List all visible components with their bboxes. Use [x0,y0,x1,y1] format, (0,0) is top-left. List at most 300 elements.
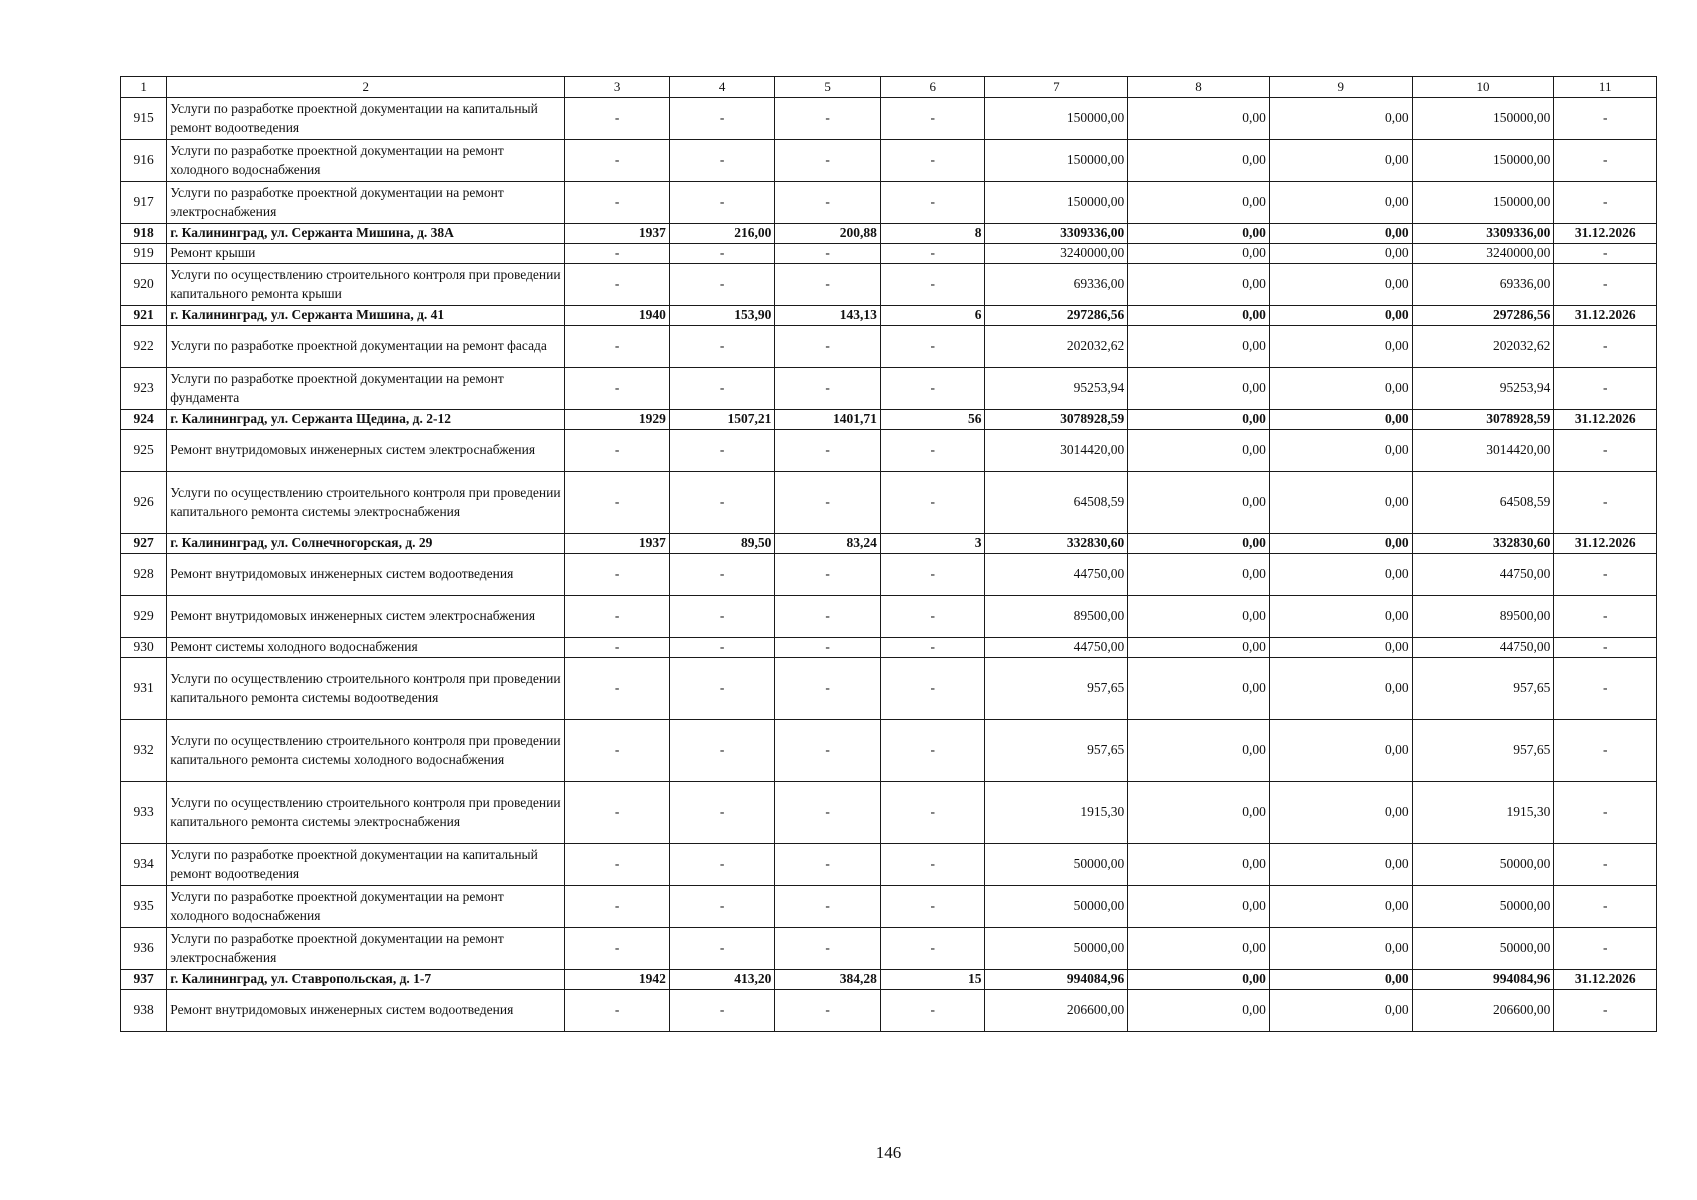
total-cost-cell: 957,65 [985,720,1128,782]
living-area-cell: - [775,98,881,140]
row-name-cell: Ремонт системы холодного водоснабжения [167,638,565,658]
row-name-cell: Услуги по осуществлению строительного контроля при проведении капитального ремонта системы электроснабжения [167,472,565,534]
cost-column-8-cell: 0,00 [1128,430,1270,472]
completion-date-cell: - [1554,844,1657,886]
year-built-cell: - [565,264,670,306]
cost-column-10-cell: 3240000,00 [1412,244,1554,264]
total-cost-cell: 89500,00 [985,596,1128,638]
column-header: 8 [1128,77,1270,98]
year-built-cell: - [565,472,670,534]
residents-count-cell: - [880,98,985,140]
row-number-cell: 915 [121,98,167,140]
completion-date-cell: 31.12.2026 [1554,970,1657,990]
residents-count-cell: - [880,886,985,928]
living-area-cell: 1401,71 [775,410,881,430]
cost-column-9-cell: 0,00 [1269,472,1412,534]
cost-column-9-cell: 0,00 [1269,534,1412,554]
row-name-cell: Ремонт крыши [167,244,565,264]
living-area-cell: - [775,638,881,658]
cost-column-8-cell: 0,00 [1128,638,1270,658]
column-header: 7 [985,77,1128,98]
cost-column-10-cell: 332830,60 [1412,534,1554,554]
cost-column-9-cell: 0,00 [1269,264,1412,306]
living-area-cell: - [775,368,881,410]
year-built-cell: - [565,98,670,140]
living-area-cell: - [775,472,881,534]
year-built-cell: 1940 [565,306,670,326]
cost-column-10-cell: 50000,00 [1412,886,1554,928]
column-header: 9 [1269,77,1412,98]
cost-column-8-cell: 0,00 [1128,264,1270,306]
residents-count-cell: - [880,140,985,182]
total-cost-cell: 957,65 [985,658,1128,720]
address-row [121,410,1657,430]
row-number-cell: 930 [121,638,167,658]
total-area-cell: - [669,98,775,140]
cost-column-9-cell: 0,00 [1269,970,1412,990]
living-area-cell: - [775,264,881,306]
row-name-cell: Услуги по разработке проектной документации на ремонт холодного водоснабжения [167,886,565,928]
total-area-cell: 1507,21 [669,410,775,430]
residents-count-cell: - [880,990,985,1032]
living-area-cell: - [775,596,881,638]
residents-count-cell: 15 [880,970,985,990]
residents-count-cell: - [880,782,985,844]
work-item-row [121,140,1657,182]
row-name-cell: г. Калининград, ул. Солнечногорская, д. 29 [167,534,565,554]
total-area-cell: - [669,430,775,472]
residents-count-cell: 56 [880,410,985,430]
column-header: 1 [121,77,167,98]
total-cost-cell: 150000,00 [985,98,1128,140]
cost-column-9-cell: 0,00 [1269,368,1412,410]
row-number-cell: 926 [121,472,167,534]
total-area-cell: - [669,472,775,534]
cost-column-9-cell: 0,00 [1269,140,1412,182]
completion-date-cell: - [1554,140,1657,182]
total-area-cell: - [669,554,775,596]
cost-column-9-cell: 0,00 [1269,244,1412,264]
row-name-cell: Услуги по разработке проектной документации на капитальный ремонт водоотведения [167,98,565,140]
work-item-row [121,596,1657,638]
row-number-cell: 934 [121,844,167,886]
total-area-cell: 413,20 [669,970,775,990]
completion-date-cell: - [1554,782,1657,844]
cost-column-9-cell: 0,00 [1269,658,1412,720]
living-area-cell: - [775,554,881,596]
row-name-cell: Услуги по разработке проектной документации на ремонт холодного водоснабжения [167,140,565,182]
year-built-cell: - [565,658,670,720]
work-item-row [121,638,1657,658]
cost-column-9-cell: 0,00 [1269,182,1412,224]
completion-date-cell: - [1554,928,1657,970]
residents-count-cell: - [880,554,985,596]
column-number-header-row [121,77,1657,98]
living-area-cell: - [775,430,881,472]
cost-column-10-cell: 44750,00 [1412,554,1554,596]
cost-column-10-cell: 50000,00 [1412,844,1554,886]
year-built-cell: - [565,720,670,782]
row-number-cell: 917 [121,182,167,224]
work-item-row [121,886,1657,928]
year-built-cell: - [565,140,670,182]
capital-repair-table [120,76,1657,1032]
row-name-cell: г. Калининград, ул. Сержанта Мишина, д. 38А [167,224,565,244]
row-name-cell: г. Калининград, ул. Ставропольская, д. 1-7 [167,970,565,990]
work-item-row [121,844,1657,886]
year-built-cell: - [565,368,670,410]
row-number-cell: 921 [121,306,167,326]
total-cost-cell: 69336,00 [985,264,1128,306]
cost-column-10-cell: 150000,00 [1412,98,1554,140]
cost-column-9-cell: 0,00 [1269,430,1412,472]
page-number: 146 [875,1143,902,1162]
total-cost-cell: 95253,94 [985,368,1128,410]
cost-column-10-cell: 206600,00 [1412,990,1554,1032]
row-name-cell: Услуги по разработке проектной документации на капитальный ремонт водоотведения [167,844,565,886]
cost-column-10-cell: 1915,30 [1412,782,1554,844]
work-item-row [121,244,1657,264]
year-built-cell: 1937 [565,534,670,554]
table-body [121,77,1657,1032]
row-name-cell: Услуги по разработке проектной документации на ремонт электроснабжения [167,928,565,970]
cost-column-9-cell: 0,00 [1269,720,1412,782]
column-header: 10 [1412,77,1554,98]
cost-column-9-cell: 0,00 [1269,928,1412,970]
address-row [121,534,1657,554]
cost-column-8-cell: 0,00 [1128,306,1270,326]
living-area-cell: - [775,326,881,368]
year-built-cell: - [565,244,670,264]
total-area-cell: - [669,844,775,886]
living-area-cell: - [775,720,881,782]
year-built-cell: - [565,782,670,844]
total-cost-cell: 3240000,00 [985,244,1128,264]
cost-column-8-cell: 0,00 [1128,928,1270,970]
living-area-cell: - [775,990,881,1032]
cost-column-8-cell: 0,00 [1128,596,1270,638]
total-cost-cell: 64508,59 [985,472,1128,534]
total-area-cell: - [669,244,775,264]
total-area-cell: - [669,596,775,638]
cost-column-9-cell: 0,00 [1269,844,1412,886]
cost-column-9-cell: 0,00 [1269,306,1412,326]
total-area-cell: - [669,782,775,844]
row-number-cell: 928 [121,554,167,596]
completion-date-cell: - [1554,182,1657,224]
cost-column-9-cell: 0,00 [1269,886,1412,928]
cost-column-10-cell: 3309336,00 [1412,224,1554,244]
cost-column-8-cell: 0,00 [1128,554,1270,596]
year-built-cell: - [565,638,670,658]
cost-column-10-cell: 44750,00 [1412,638,1554,658]
row-number-cell: 919 [121,244,167,264]
row-name-cell: Услуги по осуществлению строительного контроля при проведении капитального ремонта системы водоотведения [167,658,565,720]
cost-column-9-cell: 0,00 [1269,782,1412,844]
cost-column-9-cell: 0,00 [1269,410,1412,430]
row-number-cell: 925 [121,430,167,472]
total-cost-cell: 1915,30 [985,782,1128,844]
total-cost-cell: 994084,96 [985,970,1128,990]
year-built-cell: - [565,554,670,596]
total-cost-cell: 332830,60 [985,534,1128,554]
row-name-cell: Услуги по осуществлению строительного контроля при проведении капитального ремонта системы электроснабжения [167,782,565,844]
work-item-row [121,554,1657,596]
work-item-row [121,326,1657,368]
total-area-cell: - [669,720,775,782]
total-cost-cell: 3014420,00 [985,430,1128,472]
cost-column-10-cell: 3014420,00 [1412,430,1554,472]
row-name-cell: Ремонт внутридомовых инженерных систем водоотведения [167,554,565,596]
cost-column-8-cell: 0,00 [1128,720,1270,782]
cost-column-10-cell: 297286,56 [1412,306,1554,326]
total-cost-cell: 50000,00 [985,844,1128,886]
completion-date-cell: - [1554,326,1657,368]
living-area-cell: - [775,140,881,182]
residents-count-cell: - [880,596,985,638]
completion-date-cell: 31.12.2026 [1554,410,1657,430]
row-number-cell: 927 [121,534,167,554]
work-item-row [121,264,1657,306]
address-row [121,306,1657,326]
work-item-row [121,182,1657,224]
column-header: 2 [167,77,565,98]
row-name-cell: Услуги по разработке проектной документации на ремонт фундамента [167,368,565,410]
completion-date-cell: - [1554,472,1657,534]
cost-column-10-cell: 3078928,59 [1412,410,1554,430]
residents-count-cell: - [880,638,985,658]
completion-date-cell: - [1554,886,1657,928]
row-number-cell: 937 [121,970,167,990]
total-cost-cell: 297286,56 [985,306,1128,326]
year-built-cell: - [565,596,670,638]
residents-count-cell: - [880,264,985,306]
row-name-cell: Ремонт внутридомовых инженерных систем электроснабжения [167,596,565,638]
cost-column-10-cell: 69336,00 [1412,264,1554,306]
total-cost-cell: 50000,00 [985,928,1128,970]
residents-count-cell: - [880,472,985,534]
cost-column-8-cell: 0,00 [1128,844,1270,886]
row-number-cell: 924 [121,410,167,430]
residents-count-cell: - [880,658,985,720]
living-area-cell: 200,88 [775,224,881,244]
cost-column-9-cell: 0,00 [1269,990,1412,1032]
completion-date-cell: - [1554,430,1657,472]
cost-column-8-cell: 0,00 [1128,534,1270,554]
total-cost-cell: 206600,00 [985,990,1128,1032]
row-number-cell: 936 [121,928,167,970]
completion-date-cell: - [1554,368,1657,410]
completion-date-cell: - [1554,244,1657,264]
completion-date-cell: - [1554,720,1657,782]
total-area-cell: - [669,638,775,658]
residents-count-cell: - [880,928,985,970]
row-name-cell: г. Калининград, ул. Сержанта Щедина, д. 2-12 [167,410,565,430]
work-item-row [121,720,1657,782]
column-header: 11 [1554,77,1657,98]
completion-date-cell: 31.12.2026 [1554,306,1657,326]
completion-date-cell: - [1554,264,1657,306]
cost-column-9-cell: 0,00 [1269,596,1412,638]
cost-column-8-cell: 0,00 [1128,658,1270,720]
total-cost-cell: 44750,00 [985,554,1128,596]
residents-count-cell: - [880,430,985,472]
cost-column-8-cell: 0,00 [1128,368,1270,410]
total-area-cell: - [669,658,775,720]
total-cost-cell: 150000,00 [985,182,1128,224]
work-item-row [121,430,1657,472]
row-number-cell: 932 [121,720,167,782]
cost-column-8-cell: 0,00 [1128,782,1270,844]
total-cost-cell: 150000,00 [985,140,1128,182]
total-cost-cell: 50000,00 [985,886,1128,928]
cost-column-9-cell: 0,00 [1269,326,1412,368]
row-number-cell: 935 [121,886,167,928]
residents-count-cell: - [880,326,985,368]
year-built-cell: - [565,182,670,224]
completion-date-cell: 31.12.2026 [1554,224,1657,244]
cost-column-8-cell: 0,00 [1128,182,1270,224]
row-number-cell: 923 [121,368,167,410]
completion-date-cell: - [1554,554,1657,596]
residents-count-cell: - [880,244,985,264]
row-number-cell: 933 [121,782,167,844]
cost-column-8-cell: 0,00 [1128,472,1270,534]
living-area-cell: - [775,782,881,844]
address-row [121,970,1657,990]
row-name-cell: Ремонт внутридомовых инженерных систем электроснабжения [167,430,565,472]
total-area-cell: - [669,928,775,970]
cost-column-10-cell: 89500,00 [1412,596,1554,638]
living-area-cell: 384,28 [775,970,881,990]
cost-column-9-cell: 0,00 [1269,638,1412,658]
total-cost-cell: 44750,00 [985,638,1128,658]
year-built-cell: - [565,326,670,368]
cost-column-10-cell: 994084,96 [1412,970,1554,990]
row-number-cell: 916 [121,140,167,182]
work-item-row [121,658,1657,720]
residents-count-cell: - [880,368,985,410]
residents-count-cell: - [880,720,985,782]
year-built-cell: - [565,844,670,886]
total-area-cell: - [669,140,775,182]
cost-column-8-cell: 0,00 [1128,990,1270,1032]
completion-date-cell: - [1554,98,1657,140]
total-cost-cell: 202032,62 [985,326,1128,368]
cost-column-8-cell: 0,00 [1128,140,1270,182]
row-number-cell: 931 [121,658,167,720]
cost-column-8-cell: 0,00 [1128,410,1270,430]
living-area-cell: 143,13 [775,306,881,326]
total-area-cell: - [669,886,775,928]
total-area-cell: 153,90 [669,306,775,326]
work-item-row [121,928,1657,970]
cost-column-9-cell: 0,00 [1269,554,1412,596]
cost-column-8-cell: 0,00 [1128,326,1270,368]
living-area-cell: - [775,658,881,720]
year-built-cell: 1942 [565,970,670,990]
cost-column-8-cell: 0,00 [1128,244,1270,264]
address-row [121,224,1657,244]
living-area-cell: 83,24 [775,534,881,554]
cost-column-8-cell: 0,00 [1128,886,1270,928]
column-header: 5 [775,77,881,98]
year-built-cell: - [565,886,670,928]
living-area-cell: - [775,844,881,886]
completion-date-cell: - [1554,596,1657,638]
row-number-cell: 918 [121,224,167,244]
year-built-cell: - [565,990,670,1032]
row-name-cell: Услуги по осуществлению строительного контроля при проведении капитального ремонта системы холодного водоснабжения [167,720,565,782]
year-built-cell: - [565,430,670,472]
residents-count-cell: - [880,844,985,886]
total-cost-cell: 3309336,00 [985,224,1128,244]
row-name-cell: г. Калининград, ул. Сержанта Мишина, д. 41 [167,306,565,326]
work-item-row [121,782,1657,844]
cost-column-10-cell: 50000,00 [1412,928,1554,970]
cost-column-10-cell: 95253,94 [1412,368,1554,410]
row-number-cell: 929 [121,596,167,638]
living-area-cell: - [775,886,881,928]
residents-count-cell: 3 [880,534,985,554]
total-area-cell: 216,00 [669,224,775,244]
cost-column-10-cell: 150000,00 [1412,182,1554,224]
cost-column-8-cell: 0,00 [1128,224,1270,244]
residents-count-cell: 6 [880,306,985,326]
cost-column-10-cell: 957,65 [1412,720,1554,782]
cost-column-10-cell: 150000,00 [1412,140,1554,182]
total-area-cell: - [669,990,775,1032]
completion-date-cell: 31.12.2026 [1554,534,1657,554]
row-number-cell: 920 [121,264,167,306]
column-header: 6 [880,77,985,98]
living-area-cell: - [775,182,881,224]
total-area-cell: - [669,326,775,368]
row-number-cell: 938 [121,990,167,1032]
completion-date-cell: - [1554,990,1657,1032]
completion-date-cell: - [1554,658,1657,720]
row-number-cell: 922 [121,326,167,368]
year-built-cell: 1929 [565,410,670,430]
work-item-row [121,98,1657,140]
cost-column-10-cell: 957,65 [1412,658,1554,720]
column-header: 3 [565,77,670,98]
year-built-cell: 1937 [565,224,670,244]
total-area-cell: - [669,368,775,410]
cost-column-10-cell: 64508,59 [1412,472,1554,534]
row-name-cell: Услуги по разработке проектной документации на ремонт электроснабжения [167,182,565,224]
total-cost-cell: 3078928,59 [985,410,1128,430]
row-name-cell: Услуги по осуществлению строительного контроля при проведении капитального ремонта крыши [167,264,565,306]
row-name-cell: Ремонт внутридомовых инженерных систем водоотведения [167,990,565,1032]
residents-count-cell: 8 [880,224,985,244]
total-area-cell: 89,50 [669,534,775,554]
cost-column-10-cell: 202032,62 [1412,326,1554,368]
cost-column-8-cell: 0,00 [1128,98,1270,140]
cost-column-8-cell: 0,00 [1128,970,1270,990]
year-built-cell: - [565,928,670,970]
living-area-cell: - [775,244,881,264]
work-item-row [121,990,1657,1032]
work-item-row [121,368,1657,410]
total-area-cell: - [669,182,775,224]
total-area-cell: - [669,264,775,306]
cost-column-9-cell: 0,00 [1269,224,1412,244]
residents-count-cell: - [880,182,985,224]
row-name-cell: Услуги по разработке проектной документации на ремонт фасада [167,326,565,368]
column-header: 4 [669,77,775,98]
completion-date-cell: - [1554,638,1657,658]
